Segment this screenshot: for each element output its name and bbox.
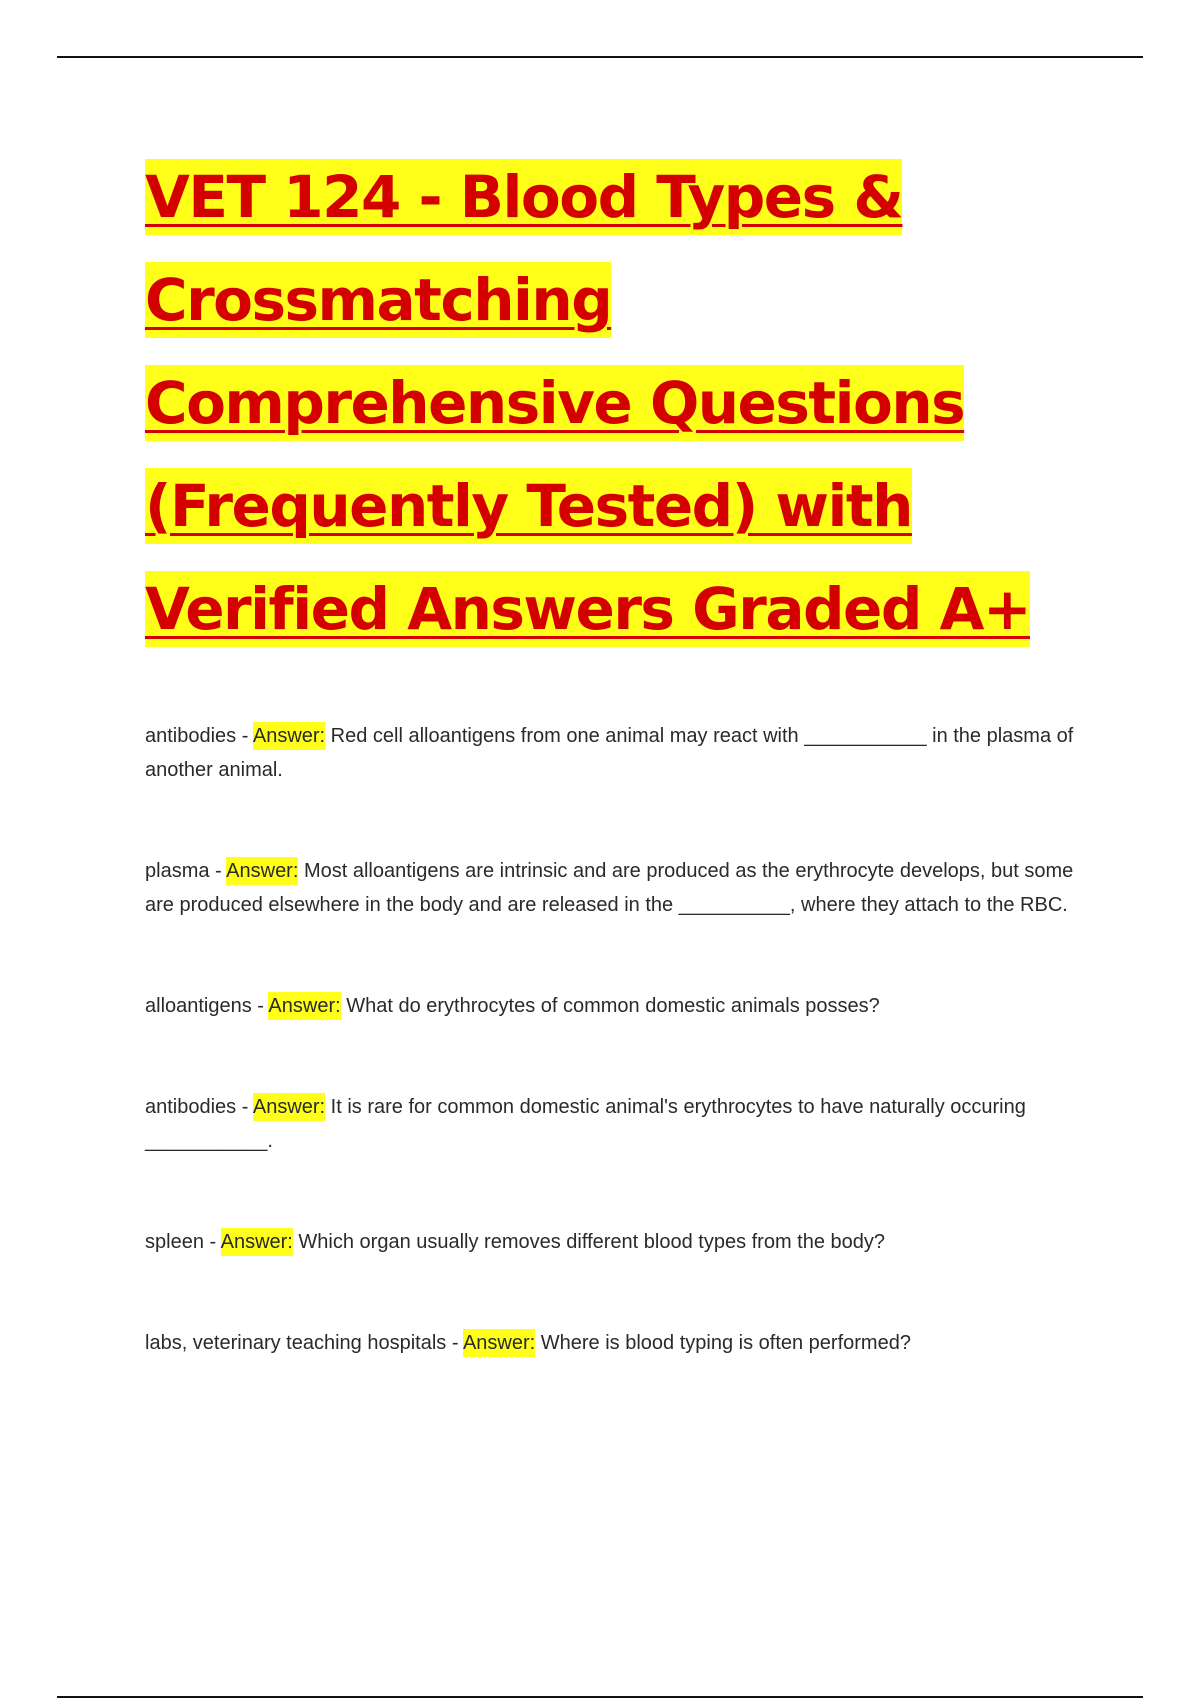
qa-text: What do erythrocytes of common domestic animals posses? [340, 995, 880, 1017]
qa-term: alloantigens [145, 995, 252, 1017]
qa-term: antibodies [145, 725, 237, 747]
answer-label: Answer: [253, 1093, 325, 1121]
qa-separator: - [446, 1332, 463, 1354]
answer-label: Answer: [268, 992, 340, 1020]
qa-item [145, 989, 1085, 1023]
qa-item [145, 1225, 1085, 1259]
answer-label: Answer: [463, 1329, 535, 1357]
qa-term: labs, veterinary teaching hospitals [145, 1332, 447, 1354]
document-page [145, 146, 1085, 1427]
qa-text: Which organ usually removes different blood types from the body? [292, 1231, 886, 1253]
qa-item [145, 1090, 1085, 1158]
qa-text: It is rare for common domestic animal's erythrocytes to have naturally occuring ___________. [145, 1096, 1026, 1152]
qa-list [145, 719, 1085, 1360]
qa-text: Red cell alloantigens from one animal may react with ___________ in the plasma of another animal. [145, 725, 1074, 781]
title-text: VET 124 - Blood Types & Crossmatching Comprehensive Questions (Frequently Tested) with Verified Answers Graded A+ [145, 159, 1030, 647]
qa-term: spleen [145, 1231, 204, 1253]
header-rule [57, 56, 1143, 58]
qa-text: Where is blood typing is often performed? [535, 1332, 911, 1354]
answer-label: Answer: [226, 857, 298, 885]
qa-separator: - [203, 1231, 221, 1253]
qa-separator: - [251, 995, 269, 1017]
qa-separator: - [209, 860, 227, 882]
qa-item [145, 719, 1085, 787]
qa-item [145, 1326, 1085, 1360]
document-title [145, 146, 1085, 661]
qa-text: Most alloantigens are intrinsic and are produced as the erythrocyte develops, but some are produced elsewhere in the body and are released in the __________, where they attach to the RBC. [145, 860, 1074, 916]
answer-label: Answer: [253, 722, 325, 750]
qa-term: plasma [145, 860, 210, 882]
answer-label: Answer: [221, 1228, 293, 1256]
footer-rule [57, 1696, 1143, 1698]
qa-item [145, 854, 1085, 922]
qa-term: antibodies [145, 1096, 237, 1118]
qa-separator: - [236, 1096, 253, 1118]
qa-separator: - [236, 725, 253, 747]
